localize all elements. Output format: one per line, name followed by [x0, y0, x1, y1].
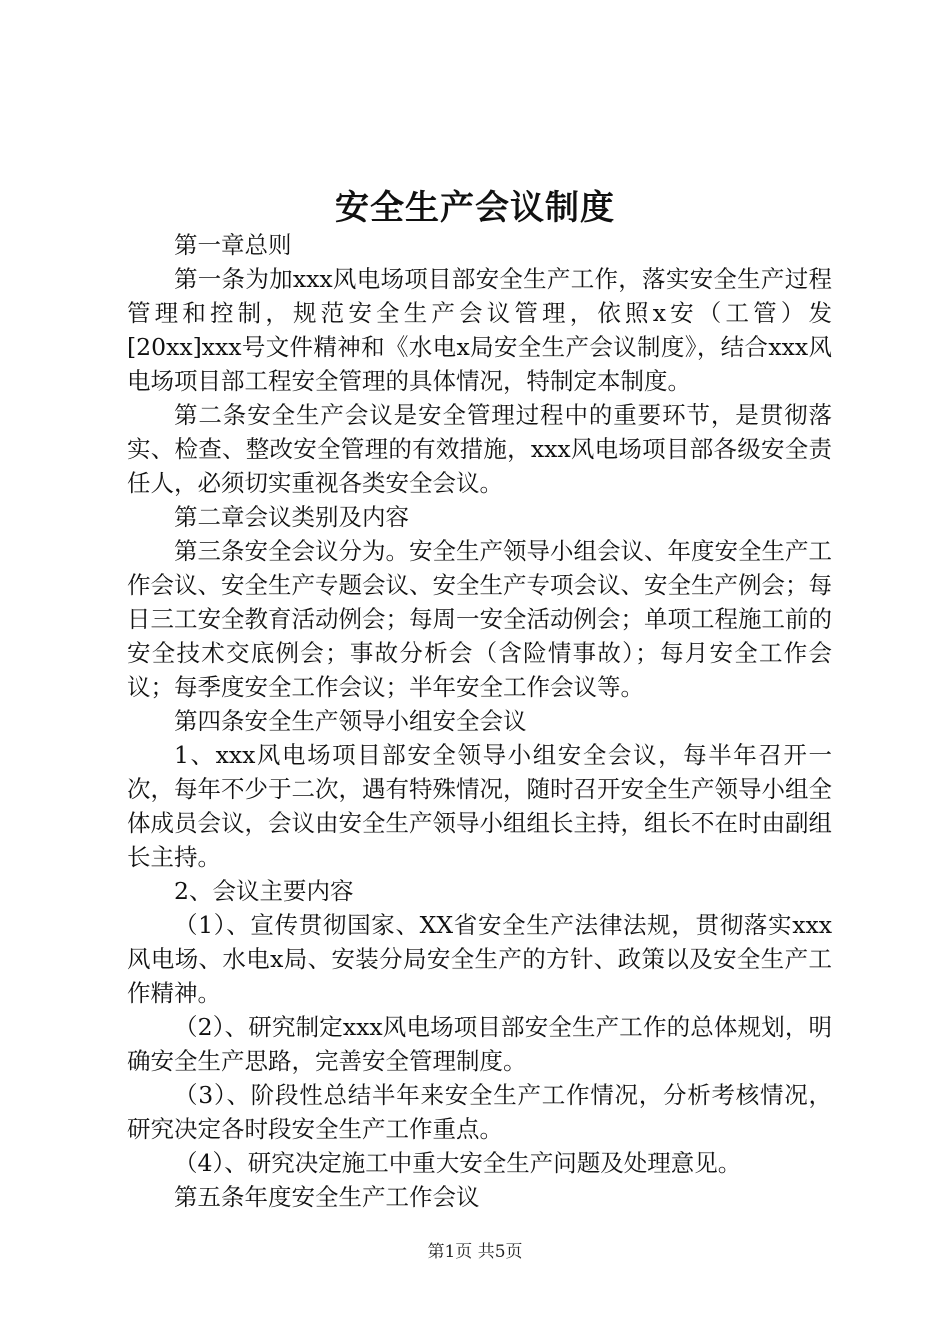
document-body	[127, 228, 832, 1214]
article-heading: 第四条安全生产领导小组安全会议	[174, 707, 527, 735]
article-paragraph: 第二条安全生产会议是安全管理过程中的重要环节，是贯彻落实、检查、整改安全管理的有效措施，xxx风电场项目部各级安全责任人，必须切实重视各类安全会议。	[127, 401, 832, 497]
list-item: （4）、研究决定施工中重大安全生产问题及处理意见。	[174, 1149, 742, 1177]
chapter-heading: 第一章总则	[174, 231, 292, 259]
article-paragraph: 第一条为加xxx风电场项目部安全生产工作，落实安全生产过程管理和控制，规范安全生产会议管理，依照x安（工管）发[20xx]xxx号文件精神和《水电x局安全生产会议制度》，结合xxx风电场项目部工程安全管理的具体情况，特制定本制度。	[127, 265, 832, 395]
page-number-footer: 第1页 共5页	[427, 1242, 523, 1262]
list-item: （1）、宣传贯彻国家、XX省安全生产法律法规，贯彻落实xxx风电场、水电x局、安装分局安全生产的方针、政策以及安全生产工作精神。	[127, 911, 832, 1007]
list-item: （3）、阶段性总结半年来安全生产工作情况，分析考核情况，研究决定各时段安全生产工作重点。	[127, 1081, 832, 1143]
section-heading: 2、会议主要内容	[174, 877, 354, 905]
chapter-heading: 第二章会议类别及内容	[174, 503, 409, 531]
article-paragraph: 第三条安全会议分为。安全生产领导小组会议、年度安全生产工作会议、安全生产专题会议、安全生产专项会议、安全生产例会；每日三工安全教育活动例会；每周一安全活动例会；单项工程施工前的安全技术交底例会；事故分析会（含险情事故）；每月安全工作会议；每季度安全工作会议；半年安全工作会议等。	[127, 537, 832, 701]
list-item: （2）、研究制定xxx风电场项目部安全生产工作的总体规划，明确安全生产思路，完善安全管理制度。	[127, 1013, 832, 1075]
article-heading: 第五条年度安全生产工作会议	[174, 1183, 480, 1211]
article-paragraph: 1、xxx风电场项目部安全领导小组安全会议，每半年召开一次，每年不少于二次，遇有特殊情况，随时召开安全生产领导小组全体成员会议，会议由安全生产领导小组组长主持，组长不在时由副组长主持。	[127, 741, 832, 871]
document-title: 安全生产会议制度	[335, 188, 615, 228]
